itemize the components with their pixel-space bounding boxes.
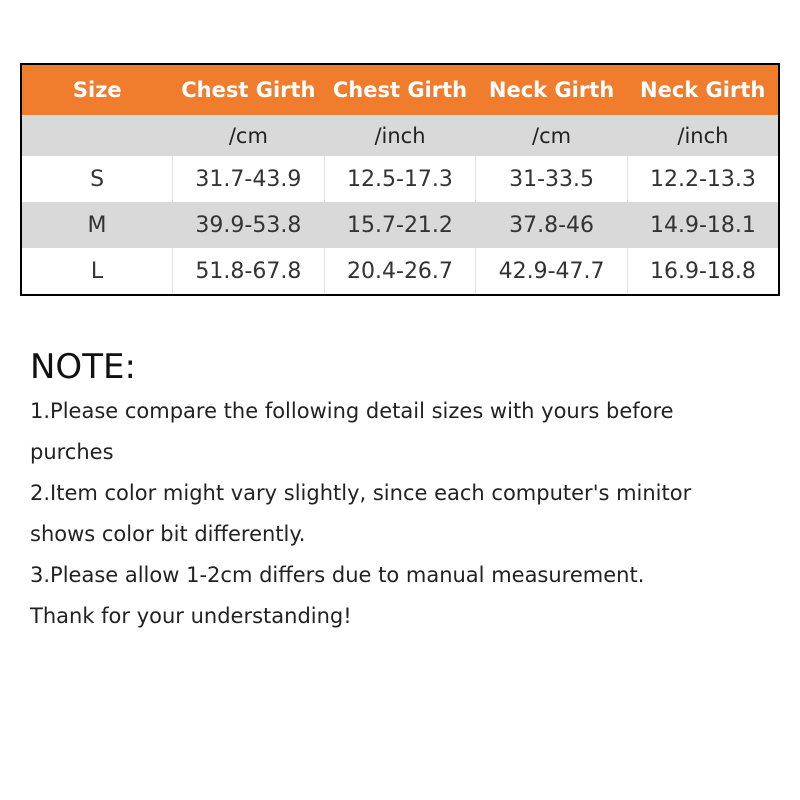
cell-chest-inch: 15.7-21.2 xyxy=(324,202,476,248)
cell-chest-cm: 31.7-43.9 xyxy=(173,156,325,202)
header-chest-girth-cm: Chest Girth xyxy=(173,64,325,115)
note-line-4: shows color bit differently. xyxy=(30,522,306,546)
cell-neck-inch: 16.9-18.8 xyxy=(627,248,779,295)
table-row-l xyxy=(21,248,779,295)
cell-neck-inch: 12.2-13.3 xyxy=(627,156,779,202)
cell-chest-cm: 39.9-53.8 xyxy=(173,202,325,248)
cell-chest-inch: 12.5-17.3 xyxy=(324,156,476,202)
cell-size: M xyxy=(21,202,173,248)
cell-chest-inch: 20.4-26.7 xyxy=(324,248,476,295)
unit-chest-inch: /inch xyxy=(324,115,476,156)
header-size: Size xyxy=(21,64,173,115)
unit-neck-cm: /cm xyxy=(476,115,628,156)
unit-chest-cm: /cm xyxy=(173,115,325,156)
cell-size: L xyxy=(90,258,104,284)
unit-size xyxy=(21,115,173,156)
unit-neck-inch: /inch xyxy=(627,115,779,156)
note-line-3: 2.Item color might vary slightly, since each computer's minitor xyxy=(30,481,692,505)
table-row-m xyxy=(21,202,779,248)
header-neck-girth-inch: Neck Girth xyxy=(627,64,779,115)
size-chart-table xyxy=(20,63,780,296)
cell-neck-cm: 31-33.5 xyxy=(476,156,628,202)
cell-neck-cm: 42.9-47.7 xyxy=(476,248,628,295)
cell-neck-cm: 37.8-46 xyxy=(476,202,628,248)
note-line-6: Thank for your understanding! xyxy=(30,604,352,628)
cell-chest-cm: 51.8-67.8 xyxy=(173,248,325,295)
note-line-5: 3.Please allow 1-2cm differs due to manual measurement. xyxy=(30,563,645,587)
note-title: NOTE: xyxy=(30,347,136,387)
note-line-1: 1.Please compare the following detail sizes with yours before xyxy=(30,399,674,423)
note-line-2: purches xyxy=(30,440,114,464)
cell-size: S xyxy=(90,166,105,192)
header-neck-girth-cm: Neck Girth xyxy=(476,64,628,115)
cell-neck-inch: 14.9-18.1 xyxy=(627,202,779,248)
table-row-s xyxy=(21,156,779,202)
table-unit-row xyxy=(21,115,779,156)
note-section xyxy=(30,345,780,637)
table-header-row xyxy=(21,64,779,115)
header-chest-girth-inch: Chest Girth xyxy=(324,64,476,115)
